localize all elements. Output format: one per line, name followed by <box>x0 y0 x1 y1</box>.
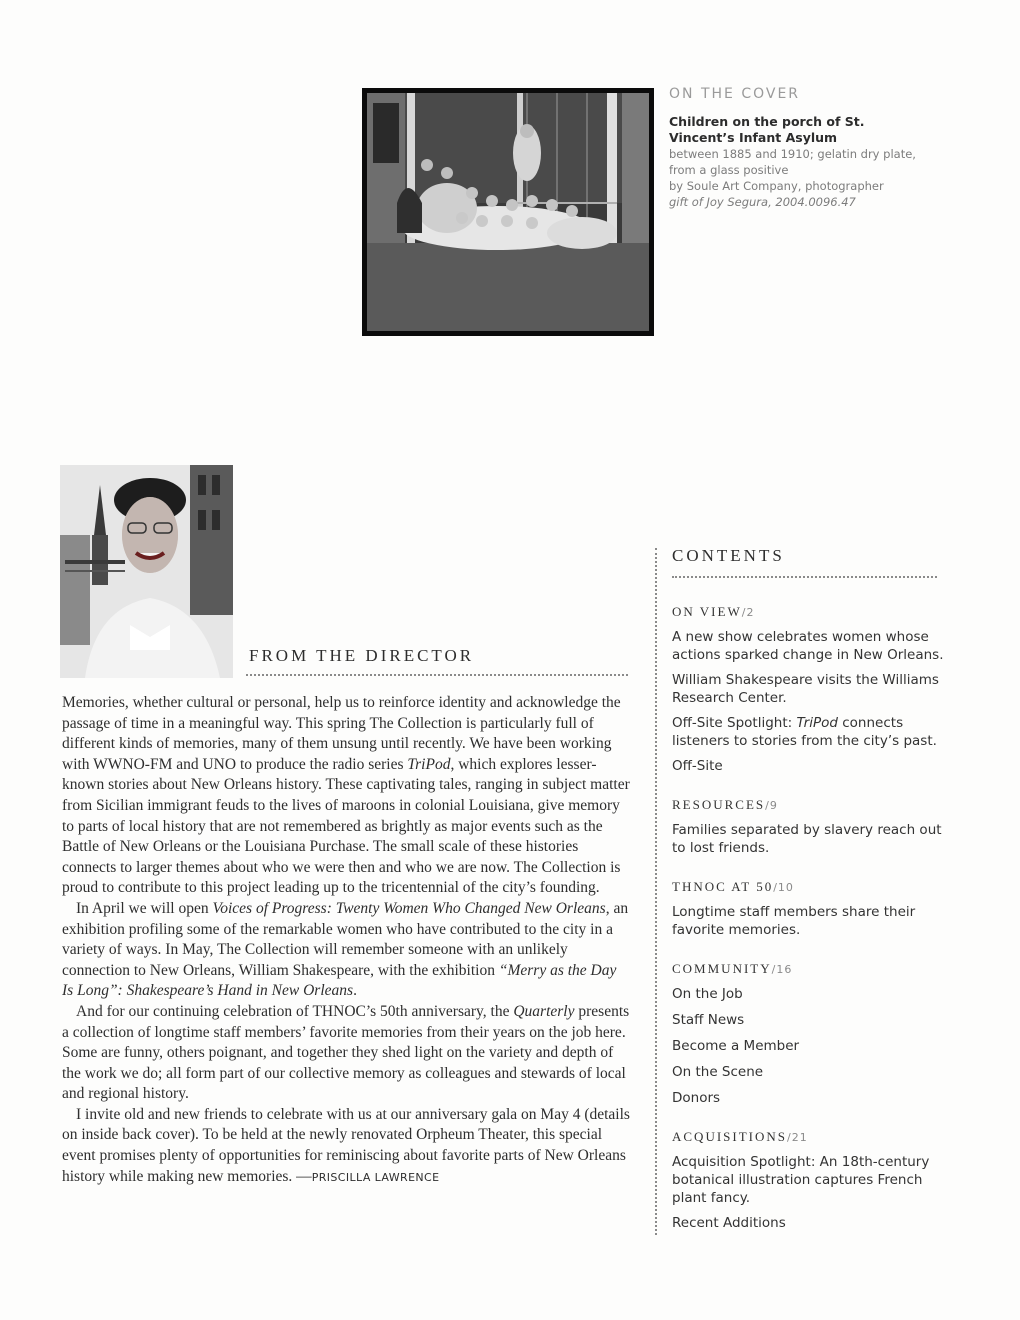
letter-paragraph-4 <box>62 1105 630 1188</box>
cover-kicker: ON THE COVER <box>669 86 801 102</box>
letter-paragraph-1 <box>62 693 630 899</box>
section-on-view <box>672 604 952 620</box>
toc-item-become-member[interactable]: Become a Member <box>672 1038 800 1054</box>
section-resources <box>672 797 952 813</box>
contents-title: CONTENTS <box>672 546 785 565</box>
letter-p3-quarterly: Quarterly <box>513 1002 575 1020</box>
section-acquisitions-label: ACQUISITIONS <box>672 1129 787 1144</box>
letter-paragraph-2 <box>62 899 630 1002</box>
letter-p2-exhibition-2: “Merry as the Day Is Long”: Shakespeare’s Hand in New Orleans <box>62 961 617 1000</box>
letter-p3-text-b: presents a collection of longtime staff members’ favorite memories from their years on the job here. Some are funny, others poignant, and together they shed light on the variety and depth of the work we do; all form part of our collective memory as colleagues and stewards of local and regional history. <box>62 1002 630 1103</box>
letter-p1-tripod: TriPod <box>407 755 451 773</box>
cover-credit <box>669 194 919 210</box>
toc-item-families[interactable]: Families separated by slavery reach out to lost friends. <box>672 822 942 856</box>
director-letter <box>62 693 630 1188</box>
section-thnoc-label: THNOC AT 50 <box>672 879 774 894</box>
cover-title: Children on the porch of St. Vincent’s Infant Asylum <box>669 114 865 145</box>
contents-column <box>672 546 952 1239</box>
letter-paragraph-3 <box>62 1002 630 1105</box>
director-portrait-image <box>60 465 233 678</box>
toc-item-off-site[interactable]: Off-Site <box>672 758 723 774</box>
letter-p2-text-c: . <box>353 982 357 1000</box>
toc-tripod-title: TriPod <box>796 715 838 731</box>
section-resources-label: RESOURCES <box>672 797 766 812</box>
cover-photo <box>362 88 654 336</box>
letter-p2-exhibition-1: Voices of Progress: Twenty Women Who Changed New Orleans <box>212 899 606 917</box>
letter-p4-text: I invite old and new friends to celebrate with us at our anniversary gala on May 4 (details on inside back cover). To be held at the newly renovated Orpheum Theater, this special event promises plenty of opportunities for reminiscing about favorite parts of New Orleans history while making new memories. — <box>62 1105 630 1185</box>
cover-gift-label: gift of Joy Segura, <box>669 195 772 209</box>
section-on-view-page: /2 <box>741 606 755 619</box>
section-community-label: COMMUNITY <box>672 961 772 976</box>
director-signature: PRISCILLA LAWRENCE <box>311 1170 440 1184</box>
section-thnoc-at-50 <box>672 879 952 895</box>
letter-p1-rest: , which explores lesser-known stories about New Orleans history. These captivating tales, ranging in subject matter from Sicilian immigrant feuds to the lives of maroons in colonial Louisiana, give memory to parts of local history that are not remembered as brightly as major events such as the Battle of New Orleans or the Louisiana Purchase. The small scale of these histories connects to larger themes about who we were then and who we are now. The Collection is proud to contribute to this project leading up to the tricentennial of the city’s founding. <box>62 755 630 897</box>
director-heading: FROM THE DIRECTOR <box>249 646 475 665</box>
toc-item-donors[interactable]: Donors <box>672 1090 721 1106</box>
contents-divider <box>655 548 657 1235</box>
cover-date-medium: between 1885 and 1910; gelatin dry plate, <box>669 147 916 161</box>
section-resources-page: /9 <box>765 799 778 812</box>
toc-item-staff-memories[interactable]: Longtime staff members share their favorite memories. <box>672 904 916 938</box>
toc-item-tripod[interactable] <box>672 714 952 750</box>
toc-item-women-show[interactable]: A new show celebrates women whose actions sparked change in New Orleans. <box>672 629 944 663</box>
toc-tripod-text-b: connects listeners to stories from the city’s past. <box>672 715 937 749</box>
cover-caption <box>669 86 919 210</box>
toc-item-recent-additions[interactable]: Recent Additions <box>672 1215 786 1231</box>
cover-source: from a glass positive <box>669 163 789 177</box>
cover-photo-image <box>367 93 649 331</box>
section-thnoc-page: /10 <box>773 881 794 894</box>
toc-tripod-text-a: Off-Site Spotlight: <box>672 715 793 731</box>
toc-item-on-the-scene[interactable]: On the Scene <box>672 1064 764 1080</box>
letter-p2-text-b: , an exhibition profiling some of the remarkable women who have contributed to the city in a variety of ways. In May, The Collection will remember someone with an unlikely connection to New Orleans, William Shakespeare, with the exhibition <box>62 899 629 979</box>
toc-item-staff-news[interactable]: Staff News <box>672 1012 745 1028</box>
toc-item-shakespeare[interactable]: William Shakespeare visits the Williams Research Center. <box>672 672 939 706</box>
section-on-view-label: ON VIEW <box>672 604 742 619</box>
director-portrait <box>60 465 233 678</box>
section-community <box>672 961 952 977</box>
contents-title-rule <box>672 576 937 578</box>
cover-photographer: by Soule Art Company, photographer <box>669 179 884 193</box>
letter-p3-text-a: And for our continuing celebration of THNOC’s 50th anniversary, the <box>76 1002 510 1020</box>
toc-item-on-the-job[interactable]: On the Job <box>672 986 743 1002</box>
cover-accession: 2004.0096.47 <box>775 195 856 209</box>
toc-item-acquisition-spotlight[interactable]: Acquisition Spotlight: An 18th-century botanical illustration captures French plant fancy. <box>672 1154 930 1206</box>
section-acquisitions-page: /21 <box>787 1131 808 1144</box>
section-community-page: /16 <box>771 963 793 976</box>
letter-p2-text-a: In April we will open <box>76 899 209 917</box>
section-acquisitions <box>672 1129 952 1145</box>
letter-p1-text: Memories, whether cultural or personal, help us to reinforce identity and acknowledge the passage of time in a meaningful way. This spring The Collection is particularly full of different kinds of memories, many of them unsung until recently. We have been working with WWNO-FM and UNO to produce the radio series <box>62 694 621 773</box>
director-heading-rule <box>246 674 628 676</box>
